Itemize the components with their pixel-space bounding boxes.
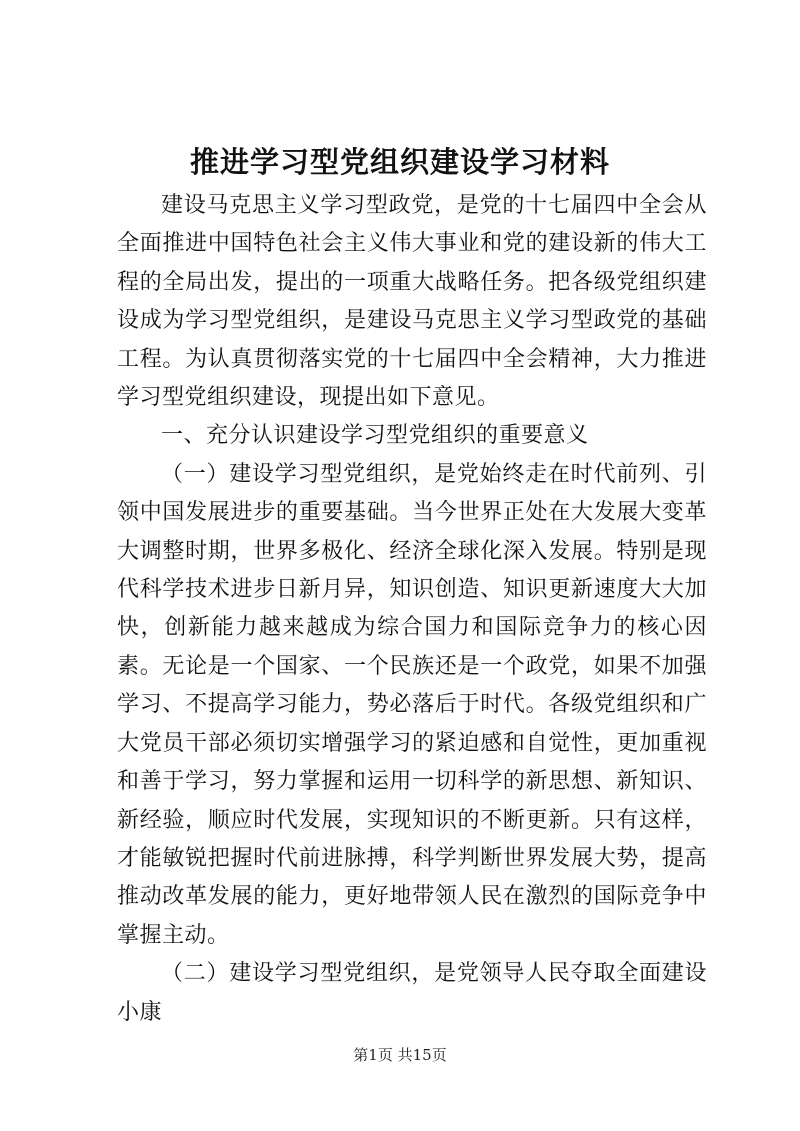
intro-paragraph: 建设马克思主义学习型政党，是党的十七届四中全会从全面推进中国特色社会主义伟大事业和党的建设新的伟大工程的全局出发，提出的一项重大战略任务。把各级党组织建设成为学习型党组织，是建设马克思主义学习型政党的基础工程。为认真贯彻落实党的十七届四中全会精神，大力推进学习型党组织建设，现提出如下意见。 — [117, 193, 707, 411]
page-number-label: 第1页 共15页 — [353, 1046, 447, 1064]
body-paragraph-2: （二）建设学习型党组织，是党领导人民夺取全面建设小康 — [117, 961, 707, 1025]
section-heading: 一、充分认识建设学习型党组织的重要意义 — [161, 423, 589, 449]
page-footer — [0, 1045, 800, 1065]
document-title: 推进学习型党组织建设学习材料 — [189, 145, 610, 179]
document-body — [117, 187, 707, 1032]
body-paragraph-1: （一）建设学习型党组织，是党始终走在时代前列、引领中国发展进步的重要基础。当今世界正处在大发展大变革大调整时期，世界多极化、经济全球化深入发展。特别是现代科学技术进步日新月异，知识创造、知识更新速度大大加快，创新能力越来越成为综合国力和国际竞争力的核心因素。无论是一个国家、一个民族还是一个政党，如果不加强学习、不提高学习能力，势必落后于时代。各级党组织和广大党员干部必须切实增强学习的紧迫感和自觉性，更加重视和善于学习，努力掌握和运用一切科学的新思想、新知识、新经验，顺应时代发展，实现知识的不断更新。只有这样，才能敏锐把握时代前进脉搏，科学判断世界发展大势，提高推动改革发展的能力，更好地带领人民在激烈的国际竞争中掌握主动。 — [117, 461, 707, 948]
